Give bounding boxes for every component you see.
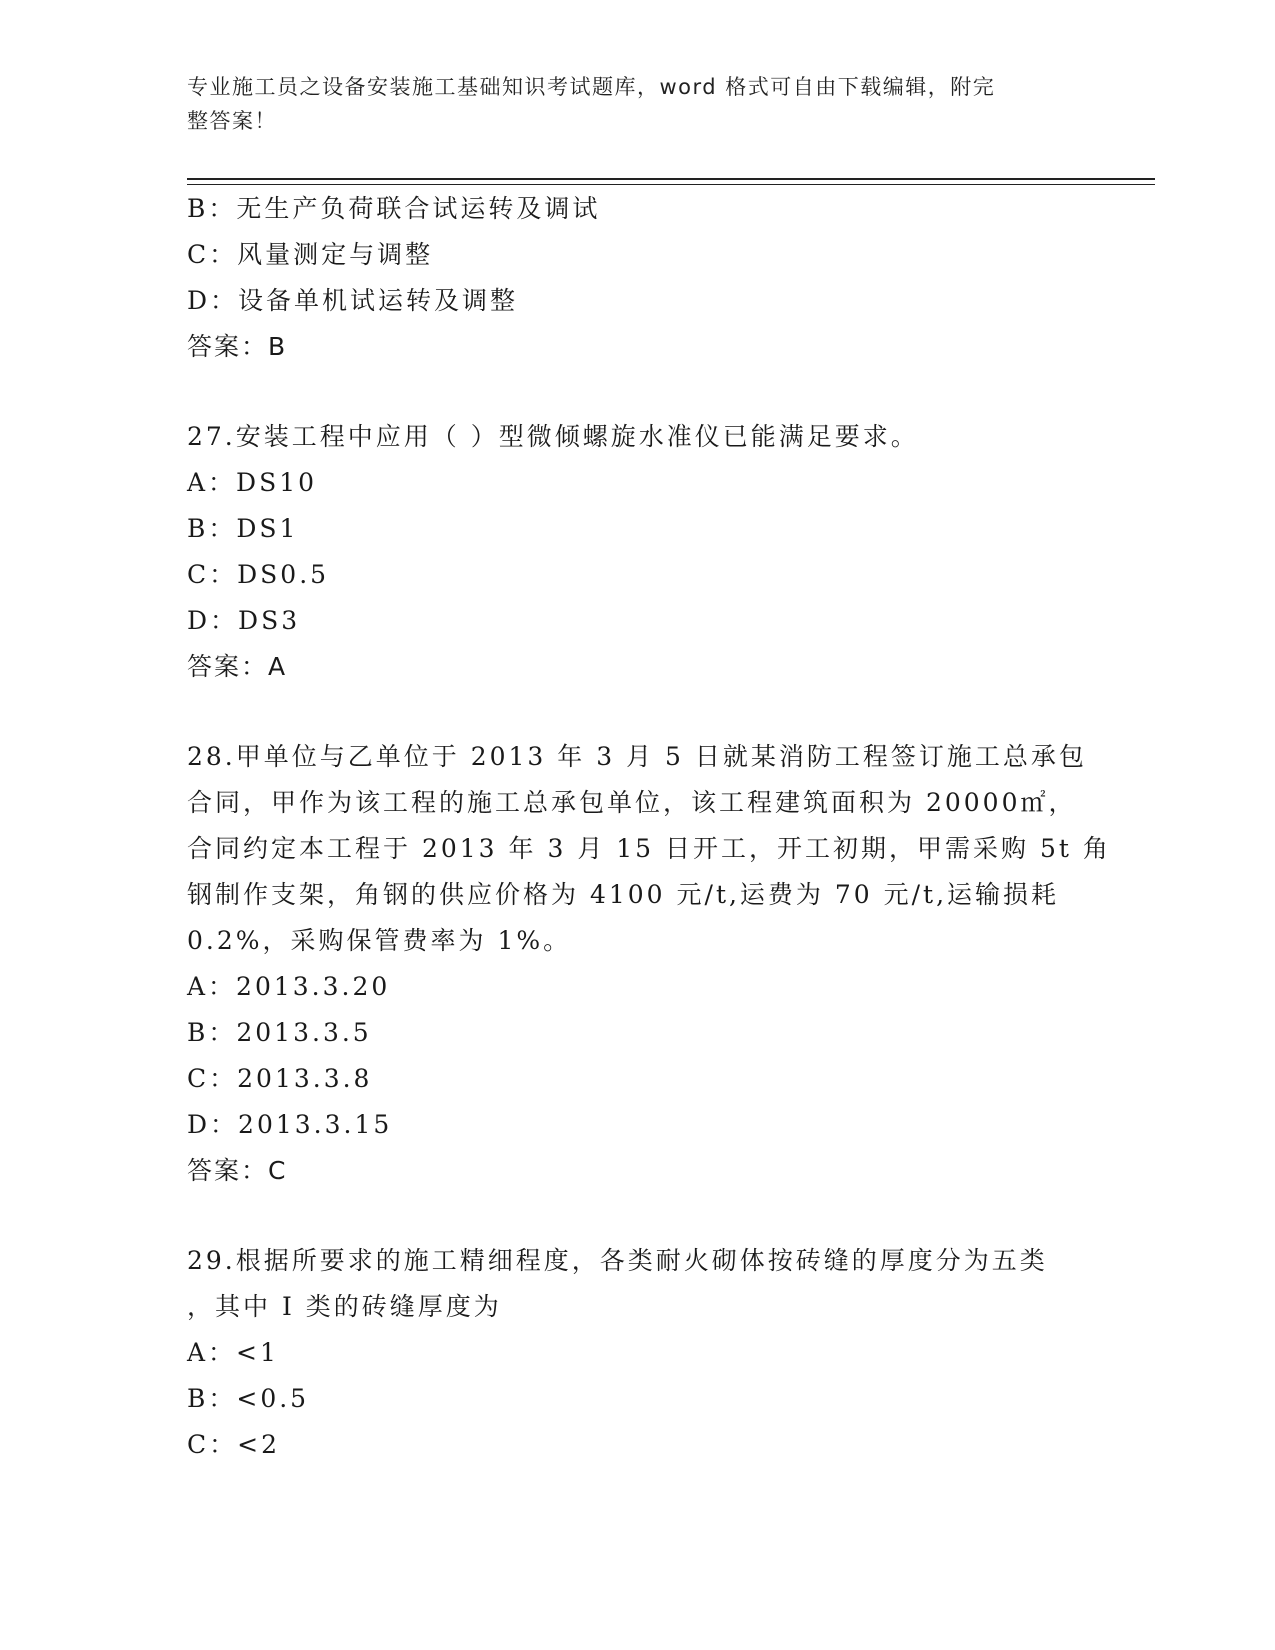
question-content <box>187 186 1111 1468</box>
header-divider-thick <box>187 178 1155 180</box>
option-b: B：<0.5 <box>187 1384 310 1413</box>
option-d: D：2013.3.15 <box>187 1110 393 1139</box>
header-divider-thin <box>187 184 1155 185</box>
option-b: B：无生产负荷联合试运转及调试 <box>187 194 601 223</box>
option-a: A：<1 <box>187 1338 279 1367</box>
question-29 <box>187 1238 1087 1468</box>
question-27 <box>187 414 1087 690</box>
option-d: D：设备单机试运转及调整 <box>187 286 519 315</box>
option-b: B：DS1 <box>187 514 299 543</box>
header-line-1: 专业施工员之设备安装施工基础知识考试题库，word 格式可自由下载编辑，附完 <box>187 75 996 99</box>
header-line-2: 整答案！ <box>187 109 277 133</box>
option-a: A：2013.3.20 <box>187 972 391 1001</box>
question-stem-line-4: 钢制作支架，角钢的供应价格为 4100 元/t,运费为 70 元/t,运输损耗 <box>187 880 1060 909</box>
question-26 <box>187 186 1087 370</box>
option-d: D：DS3 <box>187 606 301 635</box>
question-stem-line-5: 0.2%，采购保管费率为 1%。 <box>187 926 572 955</box>
question-stem-line-1: 28.甲单位与乙单位于 2013 年 3 月 5 日就某消防工程签订施工总承包 <box>187 742 1087 771</box>
document-header <box>187 70 1067 138</box>
question-stem: 27.安装工程中应用（ ）型微倾螺旋水准仪已能满足要求。 <box>187 422 919 451</box>
answer: 答案：A <box>187 652 288 681</box>
question-stem-line-2: 合同，甲作为该工程的施工总承包单位，该工程建筑面积为 20000㎡， <box>187 788 1077 817</box>
option-c: C：风量测定与调整 <box>187 240 434 269</box>
option-c: C：2013.3.8 <box>187 1064 373 1093</box>
answer: 答案：C <box>187 1156 288 1185</box>
question-stem-line-1: 29.根据所要求的施工精细程度，各类耐火砌体按砖缝的厚度分为五类 <box>187 1246 1048 1275</box>
option-a: A：DS10 <box>187 468 318 497</box>
question-stem-line-3: 合同约定本工程于 2013 年 3 月 15 日开工，开工初期，甲需采购 5t 角 <box>187 834 1111 863</box>
question-stem-line-2: ，其中 I 类的砖缝厚度为 <box>187 1292 502 1321</box>
answer: 答案：B <box>187 332 288 361</box>
option-c: C：<2 <box>187 1430 280 1459</box>
option-b: B：2013.3.5 <box>187 1018 372 1047</box>
option-c: C：DS0.5 <box>187 560 330 589</box>
question-28 <box>187 734 1111 1194</box>
